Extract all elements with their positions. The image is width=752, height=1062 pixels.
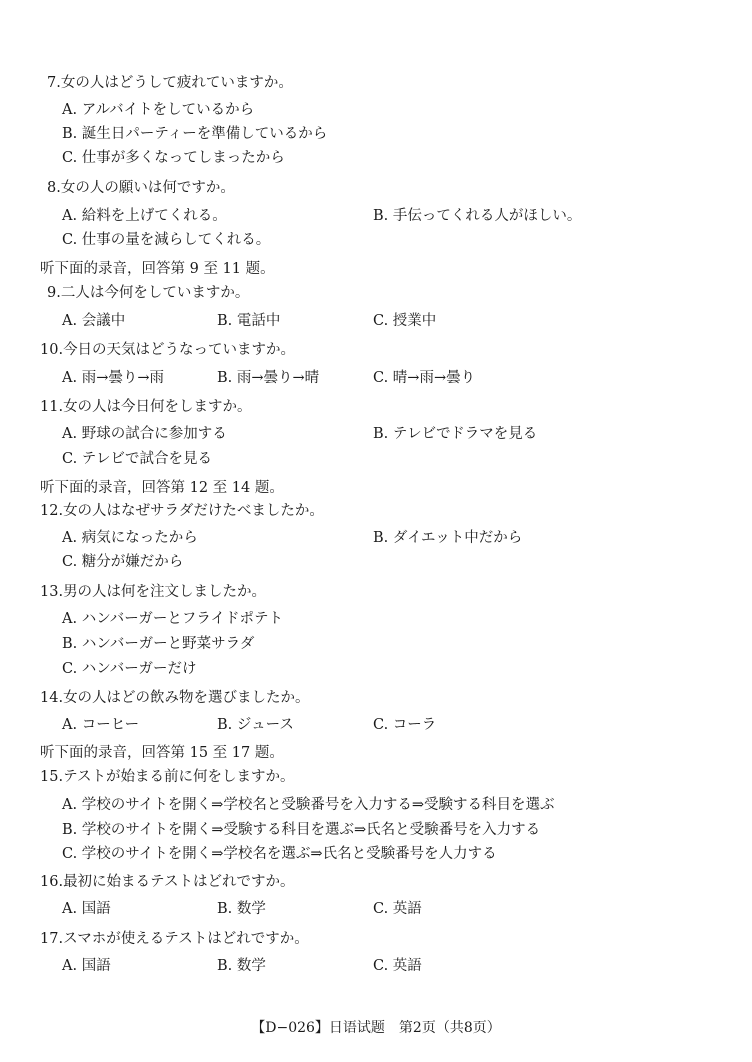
question-11: 11.女の人は今日何をしますか。 xyxy=(40,399,252,415)
option-8c: C. 仕事の量を減らしてくれる。 xyxy=(62,232,271,248)
option-9a: A. 会議中 xyxy=(62,313,126,329)
option-8b: B. 手伝ってくれる人がほしい。 xyxy=(373,208,582,224)
option-8a: A. 給料を上げてくれる。 xyxy=(62,208,227,224)
option-16c: C. 英語 xyxy=(373,901,422,917)
option-17b: B. 数学 xyxy=(217,958,266,974)
question-9: 9.二人は今何をしていますか。 xyxy=(47,285,250,301)
option-9c: C. 授業中 xyxy=(373,313,437,329)
page-footer: 【D−026】日语试题 第2页（共8页） xyxy=(251,1020,501,1036)
option-7b: B. 誕生日パーティーを準備しているから xyxy=(62,126,328,142)
option-15a: A. 学校のサイトを開く⇒学校名と受験番号を入力する⇒受験する科目を選ぶ xyxy=(62,797,555,813)
option-15b: B. 学校のサイトを開く⇒受験する科目を選ぶ⇒氏名と受験番号を入力する xyxy=(62,822,541,838)
option-10c: C. 晴→雨→曇り xyxy=(373,370,476,386)
section-instruction-15-17: 听下面的录音，回答第 15 至 17 题。 xyxy=(40,745,284,761)
option-11c: C. テレビで試合を見る xyxy=(62,451,213,467)
option-17c: C. 英語 xyxy=(373,958,422,974)
option-13a: A. ハンバーガーとフライドポテト xyxy=(62,611,283,627)
option-12c: C. 糖分が嫌だから xyxy=(62,554,184,570)
question-8: 8.女の人の願いは何ですか。 xyxy=(47,180,235,196)
question-17: 17.スマホが使えるテストはどれですか。 xyxy=(40,931,309,947)
question-13: 13.男の人は何を注文しましたか。 xyxy=(40,584,267,600)
option-15c: C. 学校のサイトを開く⇒学校名を選ぶ⇒氏名と受験番号を人力する xyxy=(62,846,497,862)
option-16a: A. 国語 xyxy=(62,901,111,917)
section-instruction-12-14: 听下面的录音，回答第 12 至 14 题。 xyxy=(40,480,284,496)
option-14c: C. コーラ xyxy=(373,717,437,733)
option-14b: B. ジュース xyxy=(217,717,294,733)
section-instruction-9-11: 听下面的录音，回答第 9 至 11 题。 xyxy=(40,261,275,277)
option-12a: A. 病気になったから xyxy=(62,530,198,546)
question-10: 10.今日の天気はどうなっていますか。 xyxy=(40,342,296,358)
option-11b: B. テレビでドラマを見る xyxy=(373,426,538,442)
question-7: 7.女の人はどうして疲れていますか。 xyxy=(47,75,293,91)
question-12: 12.女の人はなぜサラダだけたべましたか。 xyxy=(40,503,324,519)
question-15: 15.テストが始まる前に何をしますか。 xyxy=(40,769,295,785)
option-16b: B. 数学 xyxy=(217,901,266,917)
option-9b: B. 電話中 xyxy=(217,313,281,329)
option-12b: B. ダイエット中だから xyxy=(373,530,523,546)
question-14: 14.女の人はどの飲み物を選びましたか。 xyxy=(40,690,310,706)
option-17a: A. 国語 xyxy=(62,958,111,974)
option-10a: A. 雨→曇り→雨 xyxy=(62,370,165,386)
option-10b: B. 雨→曇り→晴 xyxy=(217,370,320,386)
option-7c: C. 仕事が多くなってしまったから xyxy=(62,150,285,166)
option-11a: A. 野球の試合に参加する xyxy=(62,426,227,442)
option-14a: A. コーヒー xyxy=(62,717,140,733)
option-13b: B. ハンバーガーと野菜サラダ xyxy=(62,636,255,652)
question-16: 16.最初に始まるテストはどれですか。 xyxy=(40,874,295,890)
option-13c: C. ハンバーガーだけ xyxy=(62,661,197,677)
option-7a: A. アルバイトをしているから xyxy=(62,102,255,118)
